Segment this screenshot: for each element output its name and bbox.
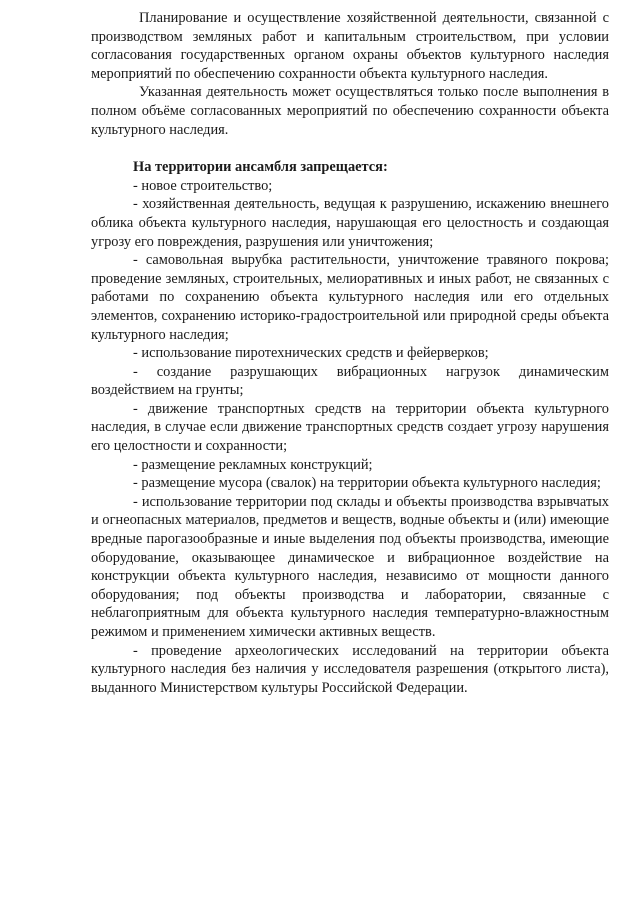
paragraph-activity-conditions: Планирование и осуществление хозяйственной деятельности, связанной с производством земляных работ и капитальным строительством, при условии согласования государственных органом охраны объектов культурного наследия мероприятий по обеспечению сохранности объекта культурного наследия.: [91, 10, 609, 82]
prohibition-item-vibration-loads: - создание разрушающих вибрационных нагрузок динамическим воздействием на грунты;: [91, 363, 609, 399]
prohibition-item-vegetation-earthworks: - самовольная вырубка растительности, уничтожение травяного покрова; проведение земляных, строительных, мелиоративных и иных работ, не связанных с работами по сохранению объекта культурного наследия или его отдельных элементов, сохранению историко-градостроительной или природной среды объекта культурного наследия;: [91, 252, 609, 343]
prohibition-item-warehouses-production: - использование территории под склады и объекты производства взрывчатых и огнеопасных материалов, предметов и веществ, водные объекты и (или) имеющие вредные парогазообразные и иные выделения под объекты производства, имеющие оборудование, оказывающее динамическое и вибрационное воздействие на конструкции объекта культурного наследия, независимо от мощности данного оборудования; под объекты производства и лаборатории, связанные с неблагоприятным для объекта культурного наследия температурно-влажностным режимом и применением химически активных веществ.: [91, 493, 609, 640]
section-gap: [91, 139, 609, 158]
prohibition-item-vehicle-traffic: - движение транспортных средств на территории объекта культурного наследия, в случае если движение транспортных средств создает угрозу нарушения его целостности и сохранности;: [91, 400, 609, 455]
document-page: [91, 9, 609, 697]
prohibitions-heading: На территории ансамбля запрещается:: [133, 159, 388, 176]
prohibition-item-advertising: - размещение рекламных конструкций;: [133, 456, 373, 473]
prohibition-item-new-construction: - новое строительство;: [133, 177, 273, 194]
prohibition-item-garbage: - размещение мусора (свалок) на территории объекта культурного наследия;: [133, 475, 601, 492]
prohibition-item-pyrotechnics: - использование пиротехнических средств и фейерверков;: [133, 345, 489, 362]
prohibition-item-archaeology: - проведение археологических исследований на территории объекта культурного наследия без наличия у исследователя разрешения (открытого листа), выданного Министерством культуры Российской Федерации.: [91, 642, 609, 696]
prohibition-item-economic-activity: - хозяйственная деятельность, ведущая к разрушению, искажению внешнего облика объекта культурного наследия, нарушающая его целостность и создающая угрозу его повреждения, разрушения или уничтожения;: [91, 196, 609, 250]
paragraph-activity-permitted-after: Указанная деятельность может осуществляться только после выполнения в полном объёме согласованных мероприятий по обеспечению сохранности объекта культурного наследия.: [91, 84, 609, 138]
